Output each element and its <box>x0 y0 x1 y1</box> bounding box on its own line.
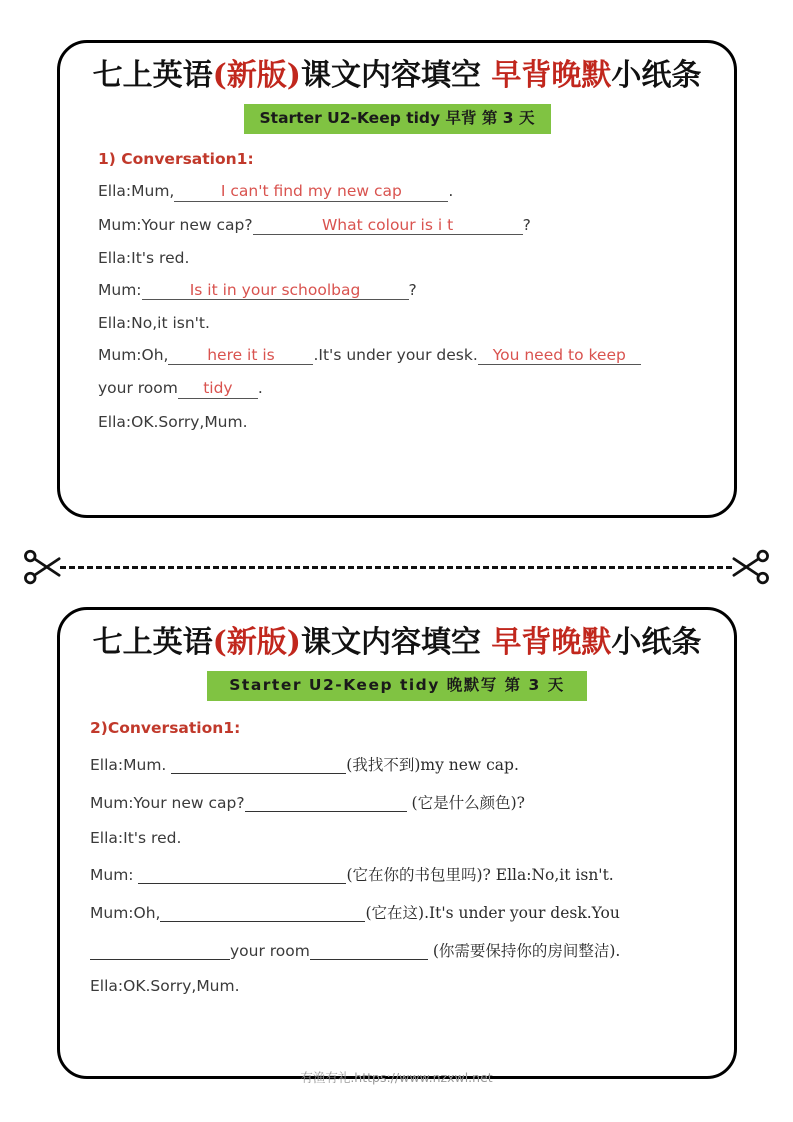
speaker-text: Ella:OK.Sorry,Mum. <box>90 977 240 996</box>
speaker-text: Ella:Mum, <box>98 182 175 201</box>
dialogue-line <box>98 216 734 235</box>
speaker-text: Ella:It's red. <box>98 248 190 267</box>
speaker-text: Ella:Mum. <box>90 756 172 775</box>
answer-blank[interactable]: tidy <box>178 380 258 398</box>
dashed-cut-line <box>60 566 732 569</box>
dialogue-line <box>98 413 734 431</box>
title-part-4-red: 早背晚默 <box>480 58 612 93</box>
trailing-punct: . <box>448 182 454 201</box>
hint-text: (它在你的书包里吗)? Ella:No,it isn't. <box>346 866 614 885</box>
hint-text: (它在这).It's under your desk.You <box>365 904 620 923</box>
hint-text: (它是什么颜色)? <box>406 794 525 813</box>
answer-blank[interactable] <box>160 905 365 922</box>
title-part-5: 小纸条 <box>611 58 702 93</box>
answer-blank[interactable]: here it is <box>168 347 313 365</box>
title-part-1: 七上英语 <box>92 58 213 93</box>
answer-blank[interactable]: Is it in your schoolbag <box>142 282 409 300</box>
card-title <box>60 59 734 92</box>
speaker-text: Ella:It's red. <box>90 829 182 848</box>
answer-blank[interactable] <box>138 867 346 884</box>
dialogue-line <box>98 249 734 267</box>
dialogue-line <box>90 863 734 885</box>
dialogue-line <box>90 829 734 847</box>
answer-blank[interactable]: You need to keep <box>478 347 641 365</box>
card2-body <box>60 719 734 995</box>
speaker-text: Mum: <box>98 280 142 299</box>
question-label: 1) Conversation1: <box>98 150 254 169</box>
title-part-1: 七上英语 <box>92 625 213 660</box>
speaker-text: Mum:Your new cap? <box>98 215 253 234</box>
worksheet-card-evening <box>57 607 737 1079</box>
card1-body <box>60 150 734 430</box>
answer-blank[interactable] <box>90 943 230 960</box>
hint-text: (你需要保持你的房间整洁). <box>427 942 621 961</box>
site-watermark: 有渔有礼.https://www.nzxwl.net <box>300 1070 493 1085</box>
dialogue-line <box>98 281 734 300</box>
question-label: 2)Conversation1: <box>90 719 241 738</box>
answer-blank[interactable] <box>171 757 346 774</box>
speaker-text: Ella:No,it isn't. <box>98 314 210 333</box>
title-part-2-red: (新版) <box>212 625 301 660</box>
speaker-text: your room <box>98 379 178 398</box>
dialogue-line <box>90 901 734 923</box>
dialogue-line <box>98 346 734 365</box>
speaker-text: Mum:Oh, <box>98 346 169 365</box>
trailing-punct: ? <box>522 215 531 234</box>
dialogue-line <box>90 939 734 961</box>
speaker-text: Mum:Oh, <box>90 904 161 923</box>
lesson-banner: Starter U2-Keep tidy 早背 第 3 天 <box>244 104 551 134</box>
mid-text: .It's under your desk. <box>313 346 478 365</box>
answer-blank[interactable]: I can't find my new cap <box>174 183 448 201</box>
speaker-text: Ella:OK.Sorry,Mum. <box>98 412 248 431</box>
dialogue-line <box>98 314 734 332</box>
scissors-icon <box>22 545 66 589</box>
card-title <box>60 626 734 659</box>
worksheet-card-morning <box>57 40 737 518</box>
cut-divider <box>0 545 793 591</box>
lesson-banner-wrap <box>60 104 734 134</box>
hint-text: (我找不到)my new cap. <box>346 756 519 775</box>
dialogue-line <box>98 182 734 201</box>
dialogue-line <box>90 753 734 775</box>
title-part-3: 课文内容填空 <box>300 625 481 660</box>
dialogue-line <box>90 977 734 995</box>
mid-text: your room <box>230 942 310 961</box>
title-part-4-red: 早背晚默 <box>480 625 612 660</box>
title-part-5: 小纸条 <box>611 625 702 660</box>
title-part-2-red: (新版) <box>212 58 301 93</box>
dialogue-line <box>98 379 734 398</box>
trailing-punct: ? <box>408 280 417 299</box>
answer-blank[interactable]: What colour is i t <box>253 217 523 235</box>
speaker-text: Mum: <box>90 866 139 885</box>
speaker-text: Mum:Your new cap? <box>90 794 245 813</box>
trailing-punct: . <box>257 379 263 398</box>
lesson-banner-wrap <box>60 671 734 701</box>
dialogue-line <box>90 791 734 813</box>
answer-blank[interactable] <box>245 795 407 812</box>
scissors-icon <box>727 545 771 589</box>
lesson-banner: Starter U2-Keep tidy 晚默写 第 3 天 <box>207 671 587 701</box>
title-part-3: 课文内容填空 <box>300 58 481 93</box>
answer-blank[interactable] <box>310 943 428 960</box>
